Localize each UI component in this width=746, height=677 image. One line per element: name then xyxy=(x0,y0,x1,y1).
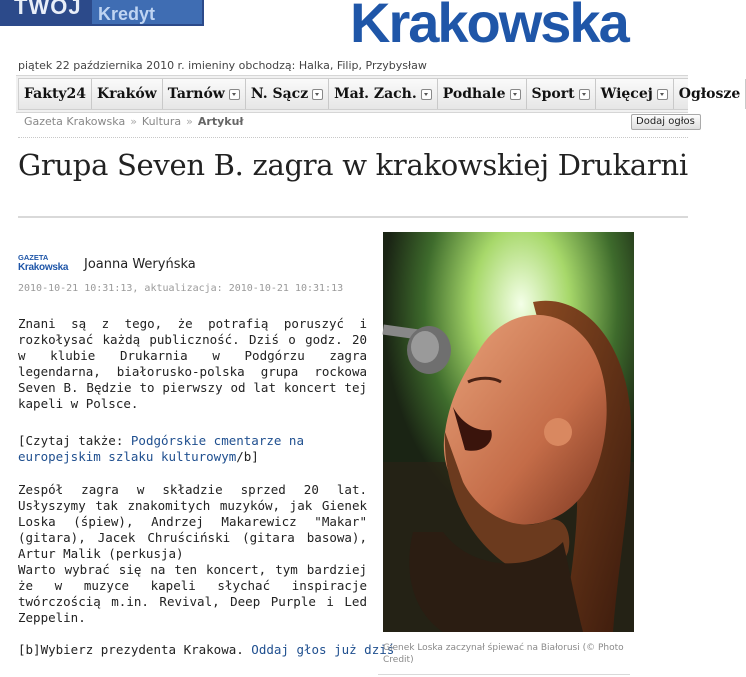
breadcrumb xyxy=(24,115,244,128)
nav-item-label: Podhale xyxy=(442,86,506,102)
article-paragraph: Zespół zagra w składzie sprzed 20 lat. Usłyszymy tak znakomitych muzyków, jak Gienek Loska (śpiew), Andrzej Makarewicz "Makar" (gitara), Jacek Chruściński (gitara basowa), Artur Malik (perkusja) xyxy=(18,482,367,561)
author-name: Joanna Weryńska xyxy=(84,257,196,272)
main-nav xyxy=(16,75,741,113)
ad-banner[interactable] xyxy=(0,0,204,26)
breadcrumb-home-link[interactable]: Gazeta Krakowska xyxy=(24,115,126,128)
breadcrumb-separator: » xyxy=(186,115,193,128)
related-suffix: /b] xyxy=(236,449,259,464)
singer-photo-illustration xyxy=(383,232,634,632)
related-article-link[interactable]: Podgórskie cmentarze na europejskim szlaku kulturowym xyxy=(18,433,304,464)
photo-caption xyxy=(383,642,633,666)
nav-item-label: Mał. Zach. xyxy=(334,86,417,102)
dropdown-arrow-icon[interactable] xyxy=(229,89,240,100)
dropdown-arrow-icon[interactable] xyxy=(421,89,432,100)
ad-banner-left-text: TWOJ xyxy=(14,0,82,19)
article-lead: Znani są z tego, że potrafią poruszyć i rozkołysać każdą publiczność. Dziś o godz. 20 w klubie Drukarnia w Podgórzu zagra legendarna, białorusko-polska grupa rockowa Seven B. Będzie to pierwszy od lat koncert tej kapeli w Polsce. xyxy=(18,316,367,411)
divider xyxy=(18,137,688,138)
title-divider xyxy=(18,216,688,218)
nav-item-label: Fakty24 xyxy=(24,86,87,102)
article-timestamps: 2010-10-21 10:31:13, aktualizacja: 2010-10-21 10:31:13 xyxy=(18,283,344,294)
current-date: piątek 22 października 2010 r. xyxy=(18,59,185,72)
nav-item-label: N. Sącz xyxy=(250,86,309,102)
nav-item[interactable] xyxy=(19,79,92,109)
article-paragraph: Warto wybrać się na ten koncert, tym bardziej że w muzyce kapeli słychać inspiracje twórczością m.in. Revival, Deep Purple i Led Zeppelin. xyxy=(18,562,367,625)
nav-item-label: Tarnów xyxy=(167,86,225,102)
related-prefix: [Czytaj także: xyxy=(18,433,131,448)
nav-item-label: Więcej xyxy=(600,86,653,102)
dateline xyxy=(18,59,427,72)
ad-banner-right-text: Kredyt xyxy=(98,4,156,24)
related-article xyxy=(18,433,367,465)
dropdown-arrow-icon[interactable] xyxy=(579,89,590,100)
nav-item-label: Sport xyxy=(531,86,575,102)
nav-item[interactable] xyxy=(92,79,163,109)
nav-item-label: Ogłosze xyxy=(678,86,741,102)
dropdown-arrow-icon[interactable] xyxy=(510,89,521,100)
photo-credit: (© Photo Credit) xyxy=(383,643,624,665)
nav-item-label: Kraków xyxy=(97,86,157,102)
vote-link[interactable]: Oddaj głos już dziś xyxy=(251,642,395,657)
nav-item[interactable] xyxy=(596,79,674,109)
nav-item[interactable] xyxy=(527,79,596,109)
dropdown-arrow-icon[interactable] xyxy=(657,89,668,100)
masthead-logo[interactable]: Krakowska xyxy=(350,0,628,54)
source-logo xyxy=(18,254,74,274)
article-body xyxy=(18,482,367,626)
add-listing-button[interactable]: Dodaj ogłos xyxy=(631,114,701,130)
vote-promo xyxy=(18,642,395,658)
source-logo-top: GAZETA xyxy=(18,253,49,262)
article-photo[interactable] xyxy=(383,232,634,632)
nav-item[interactable] xyxy=(674,79,746,109)
dropdown-arrow-icon[interactable] xyxy=(312,89,323,100)
article-title: Grupa Seven B. zagra w krakowskiej Drukarni xyxy=(18,148,688,182)
nav-item[interactable] xyxy=(438,79,527,109)
photo-caption-text: Gienek Loska zaczynał śpiewać na Białorusi xyxy=(383,643,580,653)
source-logo-bottom: Krakowska xyxy=(18,262,69,273)
nav-item[interactable] xyxy=(246,79,329,109)
vote-prefix: [b]Wybierz prezydenta Krakowa. xyxy=(18,642,252,657)
breadcrumb-current: Artykuł xyxy=(197,115,244,128)
breadcrumb-section-link[interactable]: Kultura xyxy=(141,115,182,128)
nav-item[interactable] xyxy=(329,79,438,109)
caption-divider xyxy=(378,674,630,675)
name-day-names: Halka, Filip, Przybysław xyxy=(298,59,427,72)
name-day-label: imieniny obchodzą: xyxy=(188,59,296,72)
breadcrumb-separator: » xyxy=(130,115,137,128)
nav-item[interactable] xyxy=(163,79,246,109)
